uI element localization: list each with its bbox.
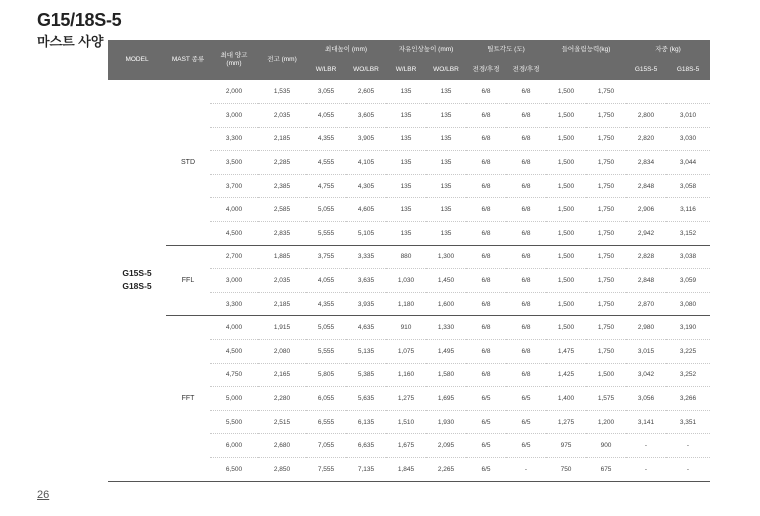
table-cell: 6/8: [506, 363, 546, 387]
table-cell: 1,885: [258, 245, 306, 269]
header-max-fork-height: [210, 40, 258, 80]
table-cell: 750: [546, 458, 586, 482]
table-cell: 2,385: [258, 174, 306, 198]
table-cell: 6/5: [466, 410, 506, 434]
table-cell: 6/8: [506, 269, 546, 293]
table-cell: 1,425: [546, 363, 586, 387]
header-weight-g18s5: G18S-5: [666, 60, 710, 80]
table-cell: 3,038: [666, 245, 710, 269]
table-cell: 6/5: [466, 458, 506, 482]
table-cell: 4,105: [346, 151, 386, 175]
table-cell: -: [666, 434, 710, 458]
table-cell: 2,700: [210, 245, 258, 269]
table-cell: 1,200: [586, 410, 626, 434]
table-cell: 6/8: [466, 269, 506, 293]
table-cell: 2,280: [258, 387, 306, 411]
table-cell: 1,750: [586, 151, 626, 175]
table-cell: 6/5: [506, 387, 546, 411]
table-cell: 6/8: [506, 198, 546, 222]
table-cell: 1,600: [426, 292, 466, 316]
table-cell: 3,635: [346, 269, 386, 293]
table-cell: 1,500: [546, 174, 586, 198]
table-cell: 1,500: [546, 127, 586, 151]
table-cell: 3,000: [210, 104, 258, 128]
header-lift-capacity-1: [546, 60, 586, 80]
table-cell: 1,275: [546, 410, 586, 434]
model-name: G15S-5: [122, 268, 152, 279]
table-cell: 2,185: [258, 292, 306, 316]
table-cell: 4,305: [346, 174, 386, 198]
table-cell: 1,930: [426, 410, 466, 434]
table-cell: 6/5: [506, 434, 546, 458]
table-cell: 135: [386, 151, 426, 175]
table-cell: 2,000: [210, 80, 258, 104]
table-cell: 135: [386, 222, 426, 246]
table-cell: 3,010: [666, 104, 710, 128]
table-cell: 6,635: [346, 434, 386, 458]
table-cell: 2,800: [626, 104, 666, 128]
header-free-lift-wo-lbr: WO/LBR: [426, 60, 466, 80]
table-cell: 6,555: [306, 410, 346, 434]
table-cell: 7,135: [346, 458, 386, 482]
header-max-height-w-lbr: W/LBR: [306, 60, 346, 80]
table-cell: 6/5: [506, 410, 546, 434]
table-cell: 1,750: [586, 198, 626, 222]
table-cell: 3,252: [666, 363, 710, 387]
table-cell: 2,906: [626, 198, 666, 222]
header-lift-capacity-2: [586, 60, 626, 80]
table-cell: 5,500: [210, 410, 258, 434]
header-tilt-angle: 틸트각도 (도): [466, 40, 546, 60]
header-weight-g15s5: G15S-5: [626, 60, 666, 80]
table-cell: 4,055: [306, 269, 346, 293]
header-tilt-angle-2: 전경/후경: [506, 60, 546, 80]
table-cell: 6,135: [346, 410, 386, 434]
table-cell: 6/8: [506, 127, 546, 151]
table-cell: 1,750: [586, 127, 626, 151]
mast-type-cell: FFT: [166, 316, 210, 481]
page-subtitle: 마스트 사양: [37, 34, 104, 49]
table-cell: 1,750: [586, 80, 626, 104]
table-cell: 1,845: [386, 458, 426, 482]
table-cell: 135: [426, 104, 466, 128]
header-free-lift: 자유인상높이 (mm): [386, 40, 466, 60]
table-cell: 6/8: [506, 316, 546, 340]
table-cell: 1,500: [546, 222, 586, 246]
table-cell: 6/8: [466, 340, 506, 364]
table-cell: 3,044: [666, 151, 710, 175]
table-cell: 6/8: [466, 316, 506, 340]
table-cell: 4,755: [306, 174, 346, 198]
table-cell: 1,450: [426, 269, 466, 293]
table-cell: 6/8: [466, 222, 506, 246]
table-cell: 6,500: [210, 458, 258, 482]
table-cell: 1,275: [386, 387, 426, 411]
table-cell: 2,820: [626, 127, 666, 151]
table-cell: 910: [386, 316, 426, 340]
table-cell: 1,500: [546, 151, 586, 175]
table-cell: 3,080: [666, 292, 710, 316]
header-weight: 자중 (kg): [626, 40, 710, 60]
table-cell: 1,675: [386, 434, 426, 458]
table-cell: 6/8: [506, 151, 546, 175]
table-cell: 1,500: [546, 104, 586, 128]
table-cell: 3,500: [210, 151, 258, 175]
table-cell: 6/8: [466, 245, 506, 269]
table-cell: 3,152: [666, 222, 710, 246]
table-cell: 3,042: [626, 363, 666, 387]
table-cell: 675: [586, 458, 626, 482]
table-cell: 2,980: [626, 316, 666, 340]
table-cell: 1,750: [586, 245, 626, 269]
table-cell: 135: [386, 174, 426, 198]
table-cell: 2,285: [258, 151, 306, 175]
table-cell: 3,015: [626, 340, 666, 364]
table-cell: 3,335: [346, 245, 386, 269]
table-cell: 1,750: [586, 292, 626, 316]
table-cell: 1,030: [386, 269, 426, 293]
table-cell: 3,055: [306, 80, 346, 104]
table-cell: 4,750: [210, 363, 258, 387]
table-cell: 1,750: [586, 104, 626, 128]
table-cell: 2,185: [258, 127, 306, 151]
table-cell: 6/8: [506, 340, 546, 364]
table-cell: [666, 80, 710, 104]
header-model: MODEL: [108, 40, 166, 80]
table-cell: 4,055: [306, 104, 346, 128]
table-cell: 1,510: [386, 410, 426, 434]
model-cell: [108, 80, 166, 481]
table-cell: 1,750: [586, 174, 626, 198]
table-cell: 3,351: [666, 410, 710, 434]
table-cell: 6/8: [466, 80, 506, 104]
table-cell: 3,755: [306, 245, 346, 269]
table-cell: 3,935: [346, 292, 386, 316]
table-cell: 135: [386, 104, 426, 128]
table-cell: 1,695: [426, 387, 466, 411]
table-cell: 2,095: [426, 434, 466, 458]
table-cell: -: [506, 458, 546, 482]
header-lift-capacity: 들어올림능력(kg): [546, 40, 626, 60]
header-max-height-wo-lbr: WO/LBR: [346, 60, 386, 80]
table-cell: 6/8: [466, 292, 506, 316]
table-cell: 2,850: [258, 458, 306, 482]
table-cell: 5,105: [346, 222, 386, 246]
table-cell: 4,500: [210, 222, 258, 246]
table-cell: 5,055: [306, 198, 346, 222]
table-cell: 2,828: [626, 245, 666, 269]
table-cell: 3,058: [666, 174, 710, 198]
table-cell: 2,515: [258, 410, 306, 434]
header-collapsed-height: 전고 (mm): [258, 40, 306, 80]
table-cell: 1,180: [386, 292, 426, 316]
model-name: G18S-5: [122, 281, 152, 292]
table-cell: 2,035: [258, 269, 306, 293]
table-cell: 3,905: [346, 127, 386, 151]
table-cell: 2,848: [626, 269, 666, 293]
table-cell: 3,266: [666, 387, 710, 411]
table-cell: 3,056: [626, 387, 666, 411]
table-cell: 1,495: [426, 340, 466, 364]
table-cell: 3,059: [666, 269, 710, 293]
table-cell: -: [626, 434, 666, 458]
table-cell: 1,580: [426, 363, 466, 387]
table-cell: 1,750: [586, 222, 626, 246]
table-cell: 6/8: [506, 174, 546, 198]
table-cell: 135: [426, 127, 466, 151]
table-cell: 6/8: [466, 127, 506, 151]
table-cell: 1,750: [586, 269, 626, 293]
table-cell: 6,055: [306, 387, 346, 411]
table-cell: -: [666, 458, 710, 482]
table-cell: 5,555: [306, 340, 346, 364]
table-cell: 4,555: [306, 151, 346, 175]
table-cell: 1,500: [546, 80, 586, 104]
table-cell: 2,680: [258, 434, 306, 458]
table-cell: 3,030: [666, 127, 710, 151]
header-free-lift-w-lbr: W/LBR: [386, 60, 426, 80]
table-cell: 3,225: [666, 340, 710, 364]
table-cell: 5,135: [346, 340, 386, 364]
table-cell: 6/8: [506, 80, 546, 104]
table-cell: 2,035: [258, 104, 306, 128]
table-cell: 1,160: [386, 363, 426, 387]
table-cell: 1,750: [586, 340, 626, 364]
table-cell: 3,190: [666, 316, 710, 340]
table-cell: 4,605: [346, 198, 386, 222]
header-tilt-angle-1: 전경/후경: [466, 60, 506, 80]
table-cell: 5,805: [306, 363, 346, 387]
table-cell: 4,355: [306, 292, 346, 316]
table-cell: 4,000: [210, 316, 258, 340]
table-cell: 6,000: [210, 434, 258, 458]
table-cell: 7,055: [306, 434, 346, 458]
table-cell: [626, 80, 666, 104]
table-cell: 2,605: [346, 80, 386, 104]
table-cell: 2,848: [626, 174, 666, 198]
table-cell: 135: [426, 174, 466, 198]
table-cell: 2,585: [258, 198, 306, 222]
table-cell: 4,000: [210, 198, 258, 222]
table-cell: 6/8: [466, 198, 506, 222]
table-cell: 2,834: [626, 151, 666, 175]
header-max-fork-height-line1: 최대 양고: [220, 52, 248, 59]
table-cell: 2,870: [626, 292, 666, 316]
table-cell: 135: [386, 127, 426, 151]
header-max-fork-height-line2: (mm): [226, 60, 242, 67]
table-cell: 3,116: [666, 198, 710, 222]
table-cell: 3,700: [210, 174, 258, 198]
table-cell: 135: [426, 80, 466, 104]
table-cell: -: [626, 458, 666, 482]
table-cell: 5,635: [346, 387, 386, 411]
table-cell: 6/8: [466, 151, 506, 175]
table-cell: 135: [426, 151, 466, 175]
mast-type-cell: FFL: [166, 245, 210, 316]
table-cell: 3,605: [346, 104, 386, 128]
table-cell: 1,750: [586, 316, 626, 340]
table-cell: 2,080: [258, 340, 306, 364]
table-cell: 6/8: [506, 104, 546, 128]
spec-table-body: [108, 80, 710, 481]
table-cell: 5,000: [210, 387, 258, 411]
mast-type-cell: STD: [166, 80, 210, 245]
table-cell: 3,300: [210, 127, 258, 151]
header-max-height: 최대높이 (mm): [306, 40, 386, 60]
table-cell: 1,400: [546, 387, 586, 411]
table-cell: 1,075: [386, 340, 426, 364]
table-cell: 6/8: [506, 292, 546, 316]
table-cell: 4,635: [346, 316, 386, 340]
table-cell: 1,535: [258, 80, 306, 104]
mast-spec-table: [108, 40, 710, 482]
table-cell: 5,055: [306, 316, 346, 340]
table-cell: 1,915: [258, 316, 306, 340]
table-cell: 880: [386, 245, 426, 269]
table-cell: 1,475: [546, 340, 586, 364]
page-number: 26: [37, 489, 50, 501]
table-row: [108, 245, 710, 269]
table-cell: 2,835: [258, 222, 306, 246]
table-cell: 6/8: [506, 222, 546, 246]
table-cell: 6/5: [466, 434, 506, 458]
table-cell: 7,555: [306, 458, 346, 482]
table-row: [108, 316, 710, 340]
table-cell: 1,500: [546, 245, 586, 269]
table-cell: 1,500: [546, 292, 586, 316]
table-cell: 6/8: [466, 174, 506, 198]
table-cell: 900: [586, 434, 626, 458]
table-cell: 135: [386, 80, 426, 104]
table-cell: 3,300: [210, 292, 258, 316]
page-title: G15/18S-5: [37, 10, 122, 30]
table-cell: 5,555: [306, 222, 346, 246]
table-cell: 2,165: [258, 363, 306, 387]
table-cell: 1,500: [546, 198, 586, 222]
table-cell: 6/8: [466, 104, 506, 128]
table-cell: 4,355: [306, 127, 346, 151]
table-cell: 1,575: [586, 387, 626, 411]
header-mast-type: MAST 종류: [166, 40, 210, 80]
table-cell: 6/5: [466, 387, 506, 411]
table-cell: 1,300: [426, 245, 466, 269]
table-cell: 135: [426, 198, 466, 222]
table-cell: 3,141: [626, 410, 666, 434]
table-cell: 1,330: [426, 316, 466, 340]
table-cell: 6/8: [466, 363, 506, 387]
table-cell: 1,500: [546, 269, 586, 293]
table-cell: 3,000: [210, 269, 258, 293]
table-cell: 1,500: [586, 363, 626, 387]
table-cell: 2,942: [626, 222, 666, 246]
table-cell: 1,500: [546, 316, 586, 340]
table-cell: 135: [426, 222, 466, 246]
table-cell: 5,385: [346, 363, 386, 387]
table-cell: 4,500: [210, 340, 258, 364]
table-cell: 135: [386, 198, 426, 222]
table-row: [108, 80, 710, 104]
table-cell: 975: [546, 434, 586, 458]
table-cell: 2,265: [426, 458, 466, 482]
table-cell: 6/8: [506, 245, 546, 269]
